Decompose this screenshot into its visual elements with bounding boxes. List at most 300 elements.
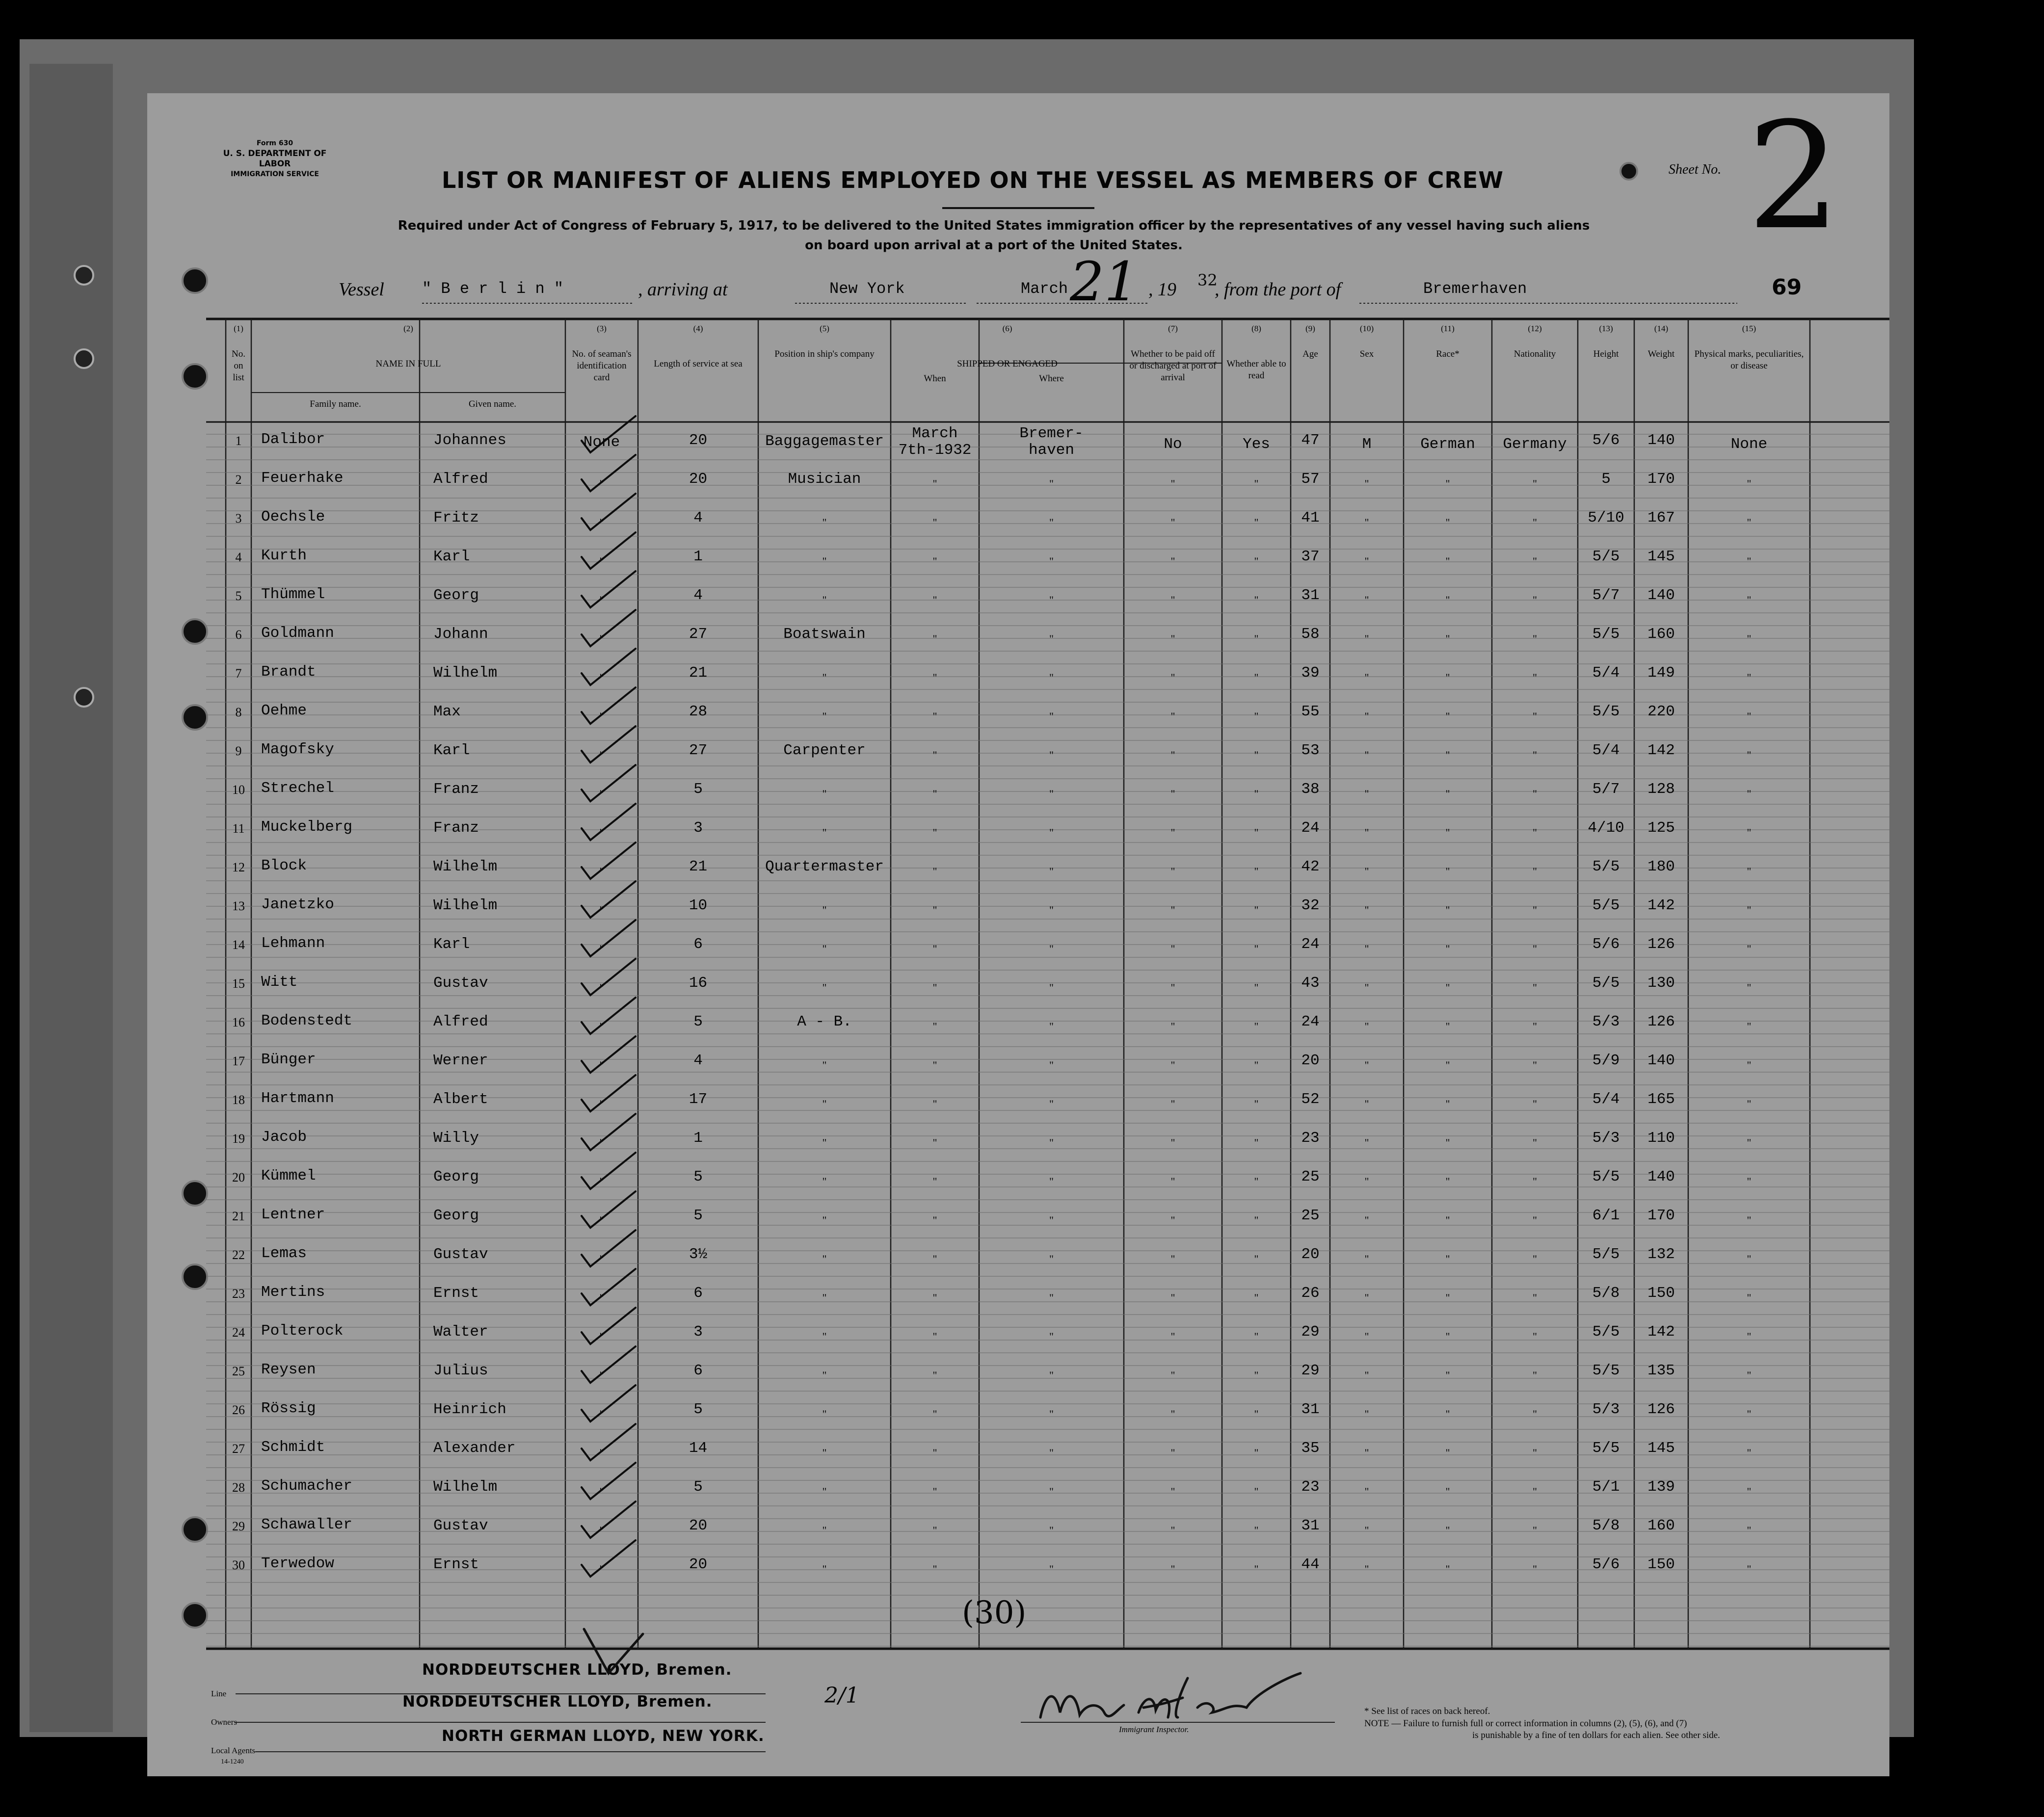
col-able-to-read-header: Whether able to read bbox=[1226, 359, 1286, 381]
row-number: 17 bbox=[232, 1054, 245, 1068]
paid-off-ditto: " bbox=[1170, 981, 1175, 994]
paid-off-ditto: " bbox=[1170, 1020, 1175, 1032]
race-ditto: " bbox=[1445, 1020, 1450, 1032]
nationality-ditto: " bbox=[1533, 943, 1537, 955]
length-of-service: 1 bbox=[693, 548, 703, 565]
length-of-service: 6 bbox=[693, 1285, 703, 1302]
race-ditto: " bbox=[1445, 1059, 1450, 1071]
row-number: 3 bbox=[235, 511, 242, 526]
age: 20 bbox=[1301, 1246, 1320, 1263]
family-name: Bünger bbox=[261, 1051, 316, 1068]
read-ditto: " bbox=[1254, 1175, 1259, 1187]
agents-value: NORTH GERMAN LLOYD, NEW YORK. bbox=[442, 1727, 765, 1745]
col-shipped-or-engaged-header: SHIPPED OR ENGAGED bbox=[957, 359, 1058, 369]
length-of-service: 21 bbox=[689, 858, 708, 875]
read-ditto: " bbox=[1254, 1369, 1259, 1381]
given-name: Julius bbox=[433, 1362, 488, 1379]
race-ditto: " bbox=[1445, 477, 1450, 490]
id-card-ditto: " bbox=[599, 1253, 604, 1265]
height: 4/10 bbox=[1588, 819, 1624, 837]
length-of-service: 5 bbox=[693, 1401, 703, 1418]
where-ditto: " bbox=[1049, 1175, 1054, 1187]
length-of-service: 3 bbox=[693, 819, 703, 837]
given-name: Franz bbox=[433, 781, 479, 798]
marks-ditto: " bbox=[1747, 1524, 1752, 1536]
given-name: Gustav bbox=[433, 1246, 488, 1263]
row-number: 27 bbox=[232, 1442, 245, 1456]
given-name: Walter bbox=[433, 1323, 488, 1341]
sex-ditto: " bbox=[1364, 943, 1369, 955]
row-number: 11 bbox=[232, 821, 245, 836]
marks-ditto: " bbox=[1747, 594, 1752, 606]
sex-ditto: " bbox=[1364, 788, 1369, 800]
year-prefix: , 19 bbox=[1148, 279, 1176, 300]
race-ditto: " bbox=[1445, 981, 1450, 994]
height: 5/3 bbox=[1592, 1401, 1620, 1418]
age: 39 bbox=[1301, 664, 1320, 682]
row-number: 25 bbox=[232, 1364, 245, 1378]
when-ditto: " bbox=[932, 555, 937, 567]
height: 5/10 bbox=[1588, 509, 1624, 527]
read-ditto: " bbox=[1254, 865, 1259, 877]
age: 26 bbox=[1301, 1285, 1320, 1302]
id-card-ditto: " bbox=[599, 555, 604, 567]
when-ditto: " bbox=[932, 1369, 937, 1381]
read-ditto: " bbox=[1254, 1059, 1259, 1071]
given-name: Albert bbox=[433, 1091, 488, 1108]
family-name: Goldmann bbox=[261, 625, 334, 642]
family-name: Lehmann bbox=[261, 935, 325, 952]
col-name-in-full-header: NAME IN FULL bbox=[375, 359, 441, 369]
paid-off-ditto: " bbox=[1170, 671, 1175, 684]
sex-ditto: " bbox=[1364, 1214, 1369, 1226]
height: 5/5 bbox=[1592, 548, 1620, 565]
age: 25 bbox=[1301, 1168, 1320, 1185]
nationality-ditto: " bbox=[1533, 1408, 1537, 1420]
when-ditto: " bbox=[932, 1408, 937, 1420]
service-name: IMMIGRATION SERVICE bbox=[231, 170, 319, 178]
row-number: 13 bbox=[232, 899, 245, 913]
id-card-ditto: " bbox=[599, 981, 604, 994]
age: 24 bbox=[1301, 819, 1320, 837]
height: 5/5 bbox=[1592, 1440, 1620, 1457]
row-number: 4 bbox=[235, 550, 242, 564]
sex-ditto: " bbox=[1364, 1330, 1369, 1343]
given-name: Werner bbox=[433, 1052, 488, 1069]
paid-off-ditto: " bbox=[1170, 1524, 1175, 1536]
nationality-ditto: " bbox=[1533, 1447, 1537, 1459]
length-of-service: 10 bbox=[689, 897, 708, 914]
sex-ditto: " bbox=[1364, 1369, 1369, 1381]
height: 5/9 bbox=[1592, 1052, 1620, 1069]
height: 5/6 bbox=[1592, 432, 1620, 449]
year-suffix: 32 bbox=[1197, 271, 1218, 290]
nationality-ditto: " bbox=[1533, 1175, 1537, 1187]
col-shipped-or-engaged-number: (6) bbox=[1002, 324, 1012, 333]
when-ditto: " bbox=[932, 943, 937, 955]
note-penalty-text: — Failure to furnish full or correct information in columns (2), (5), (6), and (7) bbox=[1391, 1718, 1687, 1729]
where-ditto: " bbox=[1049, 632, 1054, 645]
race-ditto: " bbox=[1445, 1447, 1450, 1459]
weight: 170 bbox=[1647, 471, 1675, 488]
ditto-mark: " bbox=[822, 1563, 827, 1575]
age: 29 bbox=[1301, 1362, 1320, 1379]
age: 57 bbox=[1301, 471, 1320, 488]
read-ditto: " bbox=[1254, 632, 1259, 645]
col-height-number: (13) bbox=[1599, 324, 1613, 333]
nationality-ditto: " bbox=[1533, 1059, 1537, 1071]
ditto-mark: " bbox=[822, 788, 827, 800]
weight: 142 bbox=[1647, 742, 1675, 759]
family-name: Jacob bbox=[261, 1129, 307, 1146]
read-ditto: " bbox=[1254, 788, 1259, 800]
read-ditto: " bbox=[1254, 1098, 1259, 1110]
weight: 126 bbox=[1647, 1013, 1675, 1030]
row-number: 15 bbox=[232, 976, 245, 991]
id-card-ditto: " bbox=[599, 865, 604, 877]
col-id-card-header: No. of seaman's identification card bbox=[572, 349, 632, 383]
read-ditto: " bbox=[1254, 1524, 1259, 1536]
ditto-mark: " bbox=[822, 1447, 827, 1459]
nationality-ditto: " bbox=[1533, 981, 1537, 994]
height: 5/3 bbox=[1592, 1013, 1620, 1030]
age: 32 bbox=[1301, 897, 1320, 914]
length-of-service: 20 bbox=[689, 471, 708, 488]
race-ditto: " bbox=[1445, 1524, 1450, 1536]
department-name: U. S. DEPARTMENT OF LABOR bbox=[223, 149, 327, 169]
age: 43 bbox=[1301, 974, 1320, 992]
where-ditto: " bbox=[1049, 943, 1054, 955]
where-ditto: " bbox=[1049, 1563, 1054, 1575]
col-id-card-number: (3) bbox=[597, 324, 607, 333]
age: 37 bbox=[1301, 548, 1320, 565]
id-card-ditto: " bbox=[599, 1330, 604, 1343]
id-card-ditto: " bbox=[599, 1020, 604, 1032]
race-ditto: " bbox=[1445, 516, 1450, 528]
weight: 140 bbox=[1647, 587, 1675, 604]
col-age-header: Age bbox=[1302, 349, 1318, 359]
col-physical-marks-header: Physical marks, peculiarities, or disease bbox=[1694, 349, 1804, 371]
height: 5/5 bbox=[1592, 897, 1620, 914]
given-name: Georg bbox=[433, 587, 479, 604]
length-of-service: 4 bbox=[693, 509, 703, 527]
age: 41 bbox=[1301, 509, 1320, 527]
arrival-day: 21 bbox=[1070, 250, 1139, 313]
family-name: Feuerhake bbox=[261, 470, 344, 487]
when-ditto: " bbox=[932, 1136, 937, 1149]
arriving-label: , arriving at bbox=[638, 279, 728, 300]
id-card-ditto: " bbox=[599, 1175, 604, 1187]
age: 23 bbox=[1301, 1478, 1320, 1496]
when-ditto: " bbox=[932, 1563, 937, 1575]
read-ditto: " bbox=[1254, 594, 1259, 606]
owners-value: NORDDEUTSCHER LLOYD, Bremen. bbox=[402, 1693, 713, 1711]
height: 5/6 bbox=[1592, 936, 1620, 953]
where-ditto: " bbox=[1049, 1253, 1054, 1265]
weight: 110 bbox=[1647, 1130, 1675, 1147]
arrival-month: March bbox=[1021, 280, 1068, 298]
ditto-mark: " bbox=[822, 555, 827, 567]
col-position-header: Position in ship's company bbox=[774, 349, 875, 359]
paid-off-ditto: " bbox=[1170, 826, 1175, 839]
where-ditto: " bbox=[1049, 1020, 1054, 1032]
read-ditto: " bbox=[1254, 1291, 1259, 1304]
marks-ditto: " bbox=[1747, 1447, 1752, 1459]
where-ditto: " bbox=[1049, 1408, 1054, 1420]
given-name: Max bbox=[433, 703, 461, 720]
length-of-service: 6 bbox=[693, 936, 703, 953]
note-races: * See list of races on back hereof. bbox=[1364, 1706, 1490, 1716]
id-card-ditto: " bbox=[599, 788, 604, 800]
height: 5/5 bbox=[1592, 1246, 1620, 1263]
read-ditto: " bbox=[1254, 1253, 1259, 1265]
read-ditto: " bbox=[1254, 710, 1259, 722]
when-ditto: " bbox=[932, 1059, 937, 1071]
race-ditto: " bbox=[1445, 555, 1450, 567]
nationality-ditto: " bbox=[1533, 1369, 1537, 1381]
weight: 180 bbox=[1647, 858, 1675, 875]
physical-marks: None bbox=[1730, 436, 1768, 453]
family-name: Bodenstedt bbox=[261, 1012, 353, 1029]
length-of-service: 3 bbox=[693, 1323, 703, 1341]
given-name: Alfred bbox=[433, 1013, 488, 1030]
nationality-ditto: " bbox=[1533, 671, 1537, 684]
race-ditto: " bbox=[1445, 1098, 1450, 1110]
read-ditto: " bbox=[1254, 904, 1259, 916]
when-ditto: " bbox=[932, 1291, 937, 1304]
family-name: Schumacher bbox=[261, 1477, 353, 1495]
when-ditto: " bbox=[932, 1214, 937, 1226]
length-of-service: 14 bbox=[689, 1440, 708, 1457]
where-ditto: " bbox=[1049, 555, 1054, 567]
id-card-ditto: " bbox=[599, 1369, 604, 1381]
sex-ditto: " bbox=[1364, 477, 1369, 490]
family-name: Polterock bbox=[261, 1322, 344, 1340]
when-ditto: " bbox=[932, 1447, 937, 1459]
ditto-mark: " bbox=[822, 1408, 827, 1420]
family-name: Thümmel bbox=[261, 586, 325, 603]
race-ditto: " bbox=[1445, 826, 1450, 839]
col-height-header: Height bbox=[1593, 349, 1619, 359]
marks-ditto: " bbox=[1747, 1059, 1752, 1071]
sex-ditto: " bbox=[1364, 1524, 1369, 1536]
ditto-mark: " bbox=[822, 826, 827, 839]
nationality-ditto: " bbox=[1533, 594, 1537, 606]
col-when-header: When bbox=[924, 373, 946, 384]
race-ditto: " bbox=[1445, 1291, 1450, 1304]
length-of-service: 5 bbox=[693, 1207, 703, 1224]
paid-off-ditto: " bbox=[1170, 943, 1175, 955]
read-ditto: " bbox=[1254, 1563, 1259, 1575]
paid-off-ditto: " bbox=[1170, 1485, 1175, 1498]
id-card-ditto: " bbox=[599, 1291, 604, 1304]
position: A - B. bbox=[797, 1013, 852, 1030]
col-where-header: Where bbox=[1039, 373, 1064, 384]
nationality-ditto: " bbox=[1533, 1291, 1537, 1304]
position: Musician bbox=[788, 471, 861, 488]
length-of-service: 5 bbox=[693, 781, 703, 798]
paid-off-ditto: " bbox=[1170, 1563, 1175, 1575]
manifest-sheet bbox=[147, 93, 1889, 1776]
paid-off-ditto: " bbox=[1170, 477, 1175, 490]
position: Baggagemaster bbox=[765, 433, 884, 450]
inspector-label: Immigrant Inspector. bbox=[1119, 1725, 1189, 1734]
marks-ditto: " bbox=[1747, 632, 1752, 645]
where-ditto: " bbox=[1049, 1369, 1054, 1381]
family-name: Kümmel bbox=[261, 1167, 316, 1185]
sheet-label: Sheet No. bbox=[1669, 162, 1722, 177]
read-ditto: " bbox=[1254, 1330, 1259, 1343]
id-card-ditto: " bbox=[599, 1136, 604, 1149]
id-card-ditto: " bbox=[599, 1563, 604, 1575]
where-ditto: " bbox=[1049, 671, 1054, 684]
row-number: 19 bbox=[232, 1132, 245, 1146]
weight: 135 bbox=[1647, 1362, 1675, 1379]
race-ditto: " bbox=[1445, 1253, 1450, 1265]
col-position-number: (5) bbox=[820, 324, 829, 333]
weight: 142 bbox=[1647, 897, 1675, 914]
length-of-service: 3½ bbox=[689, 1246, 708, 1263]
row-number: 29 bbox=[232, 1519, 245, 1533]
where-ditto: " bbox=[1049, 516, 1054, 528]
length-of-service: 4 bbox=[693, 1052, 703, 1069]
length-of-service: 16 bbox=[689, 974, 708, 992]
row-number: 18 bbox=[232, 1093, 245, 1107]
row-number: 24 bbox=[232, 1325, 245, 1340]
col-nationality-number: (12) bbox=[1528, 324, 1542, 333]
family-name: Oechsle bbox=[261, 508, 325, 526]
weight: 167 bbox=[1647, 509, 1675, 527]
where-ditto: " bbox=[1049, 749, 1054, 761]
marks-ditto: " bbox=[1747, 671, 1752, 684]
read-ditto: " bbox=[1254, 1020, 1259, 1032]
when-ditto: " bbox=[932, 865, 937, 877]
sex-ditto: " bbox=[1364, 1563, 1369, 1575]
sex-ditto: " bbox=[1364, 1291, 1369, 1304]
height: 5 bbox=[1601, 471, 1611, 488]
length-of-service: 27 bbox=[689, 742, 708, 759]
marks-ditto: " bbox=[1747, 1020, 1752, 1032]
race-ditto: " bbox=[1445, 788, 1450, 800]
col-no-on-list-number: (1) bbox=[234, 324, 243, 333]
where-ditto: " bbox=[1049, 1291, 1054, 1304]
weight: 128 bbox=[1647, 781, 1675, 798]
where-ditto: " bbox=[1049, 594, 1054, 606]
given-name: Willy bbox=[433, 1130, 479, 1147]
when-ditto: " bbox=[932, 788, 937, 800]
id-card-ditto: " bbox=[599, 1098, 604, 1110]
height: 5/7 bbox=[1592, 781, 1620, 798]
sex-ditto: " bbox=[1364, 1408, 1369, 1420]
marks-ditto: " bbox=[1747, 865, 1752, 877]
height: 5/5 bbox=[1592, 703, 1620, 720]
given-name: Wilhelm bbox=[433, 858, 498, 875]
length-of-service: 5 bbox=[693, 1168, 703, 1185]
sex-ditto: " bbox=[1364, 516, 1369, 528]
sex-ditto: " bbox=[1364, 594, 1369, 606]
given-name: Karl bbox=[433, 936, 470, 953]
when-ditto: " bbox=[932, 1175, 937, 1187]
age: 53 bbox=[1301, 742, 1320, 759]
family-name: Witt bbox=[261, 974, 298, 991]
height: 5/6 bbox=[1592, 1556, 1620, 1573]
marks-ditto: " bbox=[1747, 1563, 1752, 1575]
row-number: 26 bbox=[232, 1403, 245, 1417]
sex-ditto: " bbox=[1364, 632, 1369, 645]
when-ditto: " bbox=[932, 671, 937, 684]
paid-off-ditto: " bbox=[1170, 710, 1175, 722]
race-ditto: " bbox=[1445, 594, 1450, 606]
family-name: Oehme bbox=[261, 702, 307, 719]
read-ditto: " bbox=[1254, 1214, 1259, 1226]
line-label: Line bbox=[211, 1689, 227, 1698]
height: 5/8 bbox=[1592, 1517, 1620, 1534]
id-card-number: None bbox=[583, 434, 620, 451]
binding-hole bbox=[74, 265, 94, 286]
marks-ditto: " bbox=[1747, 904, 1752, 916]
agents-label: Local Agents bbox=[211, 1746, 256, 1755]
when-ditto: " bbox=[932, 826, 937, 839]
sex-ditto: " bbox=[1364, 710, 1369, 722]
nationality-ditto: " bbox=[1533, 1330, 1537, 1343]
paid-off-ditto: " bbox=[1170, 1136, 1175, 1149]
sex-ditto: " bbox=[1364, 1485, 1369, 1498]
race-ditto: " bbox=[1445, 1408, 1450, 1420]
race-ditto: " bbox=[1445, 671, 1450, 684]
ditto-mark: " bbox=[822, 981, 827, 994]
height: 5/4 bbox=[1592, 664, 1620, 682]
id-card-ditto: " bbox=[599, 1447, 604, 1459]
ditto-mark: " bbox=[822, 671, 827, 684]
footer-rules bbox=[147, 93, 1889, 1776]
vessel-label: Vessel bbox=[339, 279, 384, 300]
race-ditto: " bbox=[1445, 1369, 1450, 1381]
marks-ditto: " bbox=[1747, 1098, 1752, 1110]
col-age-number: (9) bbox=[1305, 324, 1315, 333]
family-name: Lentner bbox=[261, 1206, 325, 1223]
ditto-mark: " bbox=[822, 904, 827, 916]
read-ditto: " bbox=[1254, 826, 1259, 839]
ditto-mark: " bbox=[822, 1214, 827, 1226]
ditto-mark: " bbox=[822, 1369, 827, 1381]
id-card-ditto: " bbox=[599, 904, 604, 916]
marks-ditto: " bbox=[1747, 943, 1752, 955]
weight: 140 bbox=[1647, 432, 1675, 449]
height: 6/1 bbox=[1592, 1207, 1620, 1224]
sex-ditto: " bbox=[1364, 1253, 1369, 1265]
nationality-ditto: " bbox=[1533, 1136, 1537, 1149]
col-weight-header: Weight bbox=[1647, 349, 1675, 359]
family-name: Dalibor bbox=[261, 431, 325, 448]
length-of-service: 28 bbox=[689, 703, 708, 720]
age: 29 bbox=[1301, 1323, 1320, 1341]
race-ditto: " bbox=[1445, 1563, 1450, 1575]
height: 5/5 bbox=[1592, 1362, 1620, 1379]
height: 5/3 bbox=[1592, 1130, 1620, 1147]
position: Boatswain bbox=[783, 626, 866, 643]
family-name: Terwedow bbox=[261, 1555, 334, 1572]
height: 5/1 bbox=[1592, 1478, 1620, 1496]
given-name: Gustav bbox=[433, 1517, 488, 1534]
weight: 220 bbox=[1647, 703, 1675, 720]
marks-ditto: " bbox=[1747, 1175, 1752, 1187]
nationality-ditto: " bbox=[1533, 1485, 1537, 1498]
paid-off-ditto: " bbox=[1170, 904, 1175, 916]
weight: 139 bbox=[1647, 1478, 1675, 1496]
height: 5/5 bbox=[1592, 858, 1620, 875]
paid-off-ditto: " bbox=[1170, 1369, 1175, 1381]
race-ditto: " bbox=[1445, 1330, 1450, 1343]
